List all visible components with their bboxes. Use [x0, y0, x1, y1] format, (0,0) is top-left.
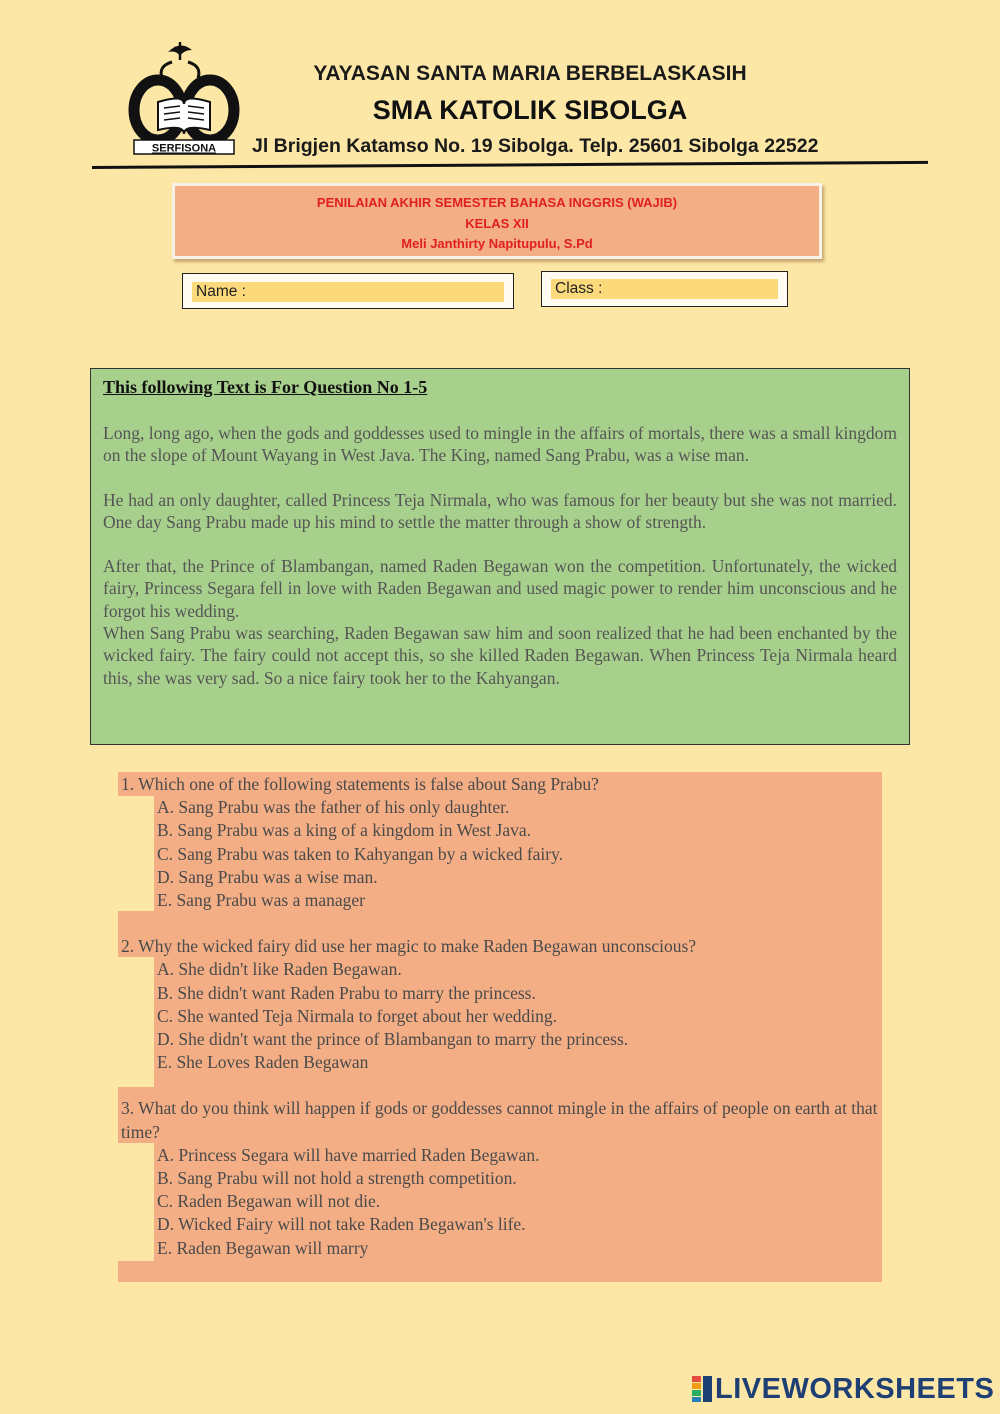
answer-option[interactable]: C. Sang Prabu was taken to Kahyangan by a wicked fairy.	[157, 843, 564, 864]
name-field[interactable]	[182, 273, 514, 309]
school-address: Jl Brigjen Katamso No. 19 Sibolga. Telp. 25601 Sibolga 22522	[252, 135, 819, 157]
passage-paragraph: When Sang Prabu was searching, Raden Begawan saw him and soon realized that he had been enchanted by the wicked fairy. The fairy could not accept this, so she killed Raden Begawan. When Princess Teja Nirmala heard this, she was very sad. So a nice fairy took her to the Kahyangan.	[103, 623, 897, 688]
question-text: 3. What do you think will happen if gods or goddesses cannot mingle in the affairs of people on earth at that time?	[121, 1098, 878, 1142]
answer-option[interactable]: E. Raden Begawan will marry	[157, 1237, 369, 1258]
school-logo	[128, 38, 240, 158]
question-1	[121, 773, 881, 912]
exam-title: PENILAIAN AKHIR SEMESTER BAHASA INGGRIS (WAJIB)	[316, 195, 678, 210]
passage-paragraph: Long, long ago, when the gods and goddesses used to mingle in the affairs of mortals, there was a small kingdom on the slope of Mount Wayang in West Java. The King, named Sang Prabu, was a wise man.	[103, 423, 897, 466]
exam-grade: KELAS XII	[465, 215, 529, 231]
header-divider	[92, 161, 928, 169]
answer-option[interactable]: C. She wanted Teja Nirmala to forget about her wedding.	[157, 1005, 558, 1026]
answer-option[interactable]: A. Sang Prabu was the father of his only daughter.	[157, 797, 510, 818]
school-name: SMA KATOLIK SIBOLGA	[372, 95, 688, 125]
answer-option[interactable]: D. Wicked Fairy will not take Raden Begawan's life.	[157, 1214, 526, 1235]
answer-option[interactable]: D. Sang Prabu was a wise man.	[157, 866, 378, 887]
answer-option[interactable]: D. She didn't want the prince of Blambangan to marry the princess.	[157, 1029, 629, 1050]
answer-option[interactable]: B. Sang Prabu was a king of a kingdom in West Java.	[157, 820, 531, 841]
brand-name: LIVEWORKSHEETS	[715, 1372, 995, 1405]
foundation-name: YAYASAN SANTA MARIA BERBELASKASIH	[313, 62, 747, 85]
liveworksheets-logo	[692, 1372, 994, 1406]
answer-option[interactable]: A. Princess Segara will have married Raden Begawan.	[157, 1144, 540, 1165]
liveworksheets-icon	[692, 1376, 712, 1402]
answer-option[interactable]: E. She Loves Raden Begawan	[157, 1052, 369, 1073]
name-label[interactable]: Name :	[192, 282, 504, 302]
answer-option[interactable]: B. She didn't want Raden Prabu to marry the princess.	[157, 982, 536, 1003]
question-3	[121, 1097, 881, 1259]
passage-title: This following Text is For Question No 1-5	[103, 377, 428, 397]
exam-title-box	[172, 183, 822, 259]
logo-text: SERFISONA	[151, 142, 217, 155]
question-list	[121, 773, 881, 1283]
answer-option[interactable]: C. Raden Begawan will not die.	[157, 1191, 381, 1212]
question-text: 2. Why the wicked fairy did use her magic to make Raden Begawan unconscious?	[121, 936, 697, 957]
exam-teacher: Meli Janthirty Napitupulu, S.Pd	[401, 236, 593, 251]
answer-option[interactable]: B. Sang Prabu will not hold a strength competition.	[157, 1168, 517, 1189]
question-2	[121, 935, 881, 1074]
passage-paragraph: He had an only daughter, called Princess Teja Nirmala, who was famous for her beauty but she was not married. One day Sang Prabu made up his mind to settle the matter through a show of strength.	[103, 489, 897, 532]
passage-paragraph: After that, the Prince of Blambangan, named Raden Begawan won the competition. Unfortunately, the wicked fairy, Princess Segara fell in love with Raden Begawan and used magic power to render him unconscious and he forgot his wedding.	[103, 556, 897, 621]
class-label[interactable]: Class :	[551, 279, 778, 299]
answer-option[interactable]: E. Sang Prabu was a manager	[157, 890, 365, 911]
question-text: 1. Which one of the following statements is false about Sang Prabu?	[121, 774, 599, 794]
answer-option[interactable]: A. She didn't like Raden Begawan.	[157, 959, 402, 980]
class-field[interactable]	[541, 271, 788, 307]
reading-passage	[90, 368, 910, 745]
